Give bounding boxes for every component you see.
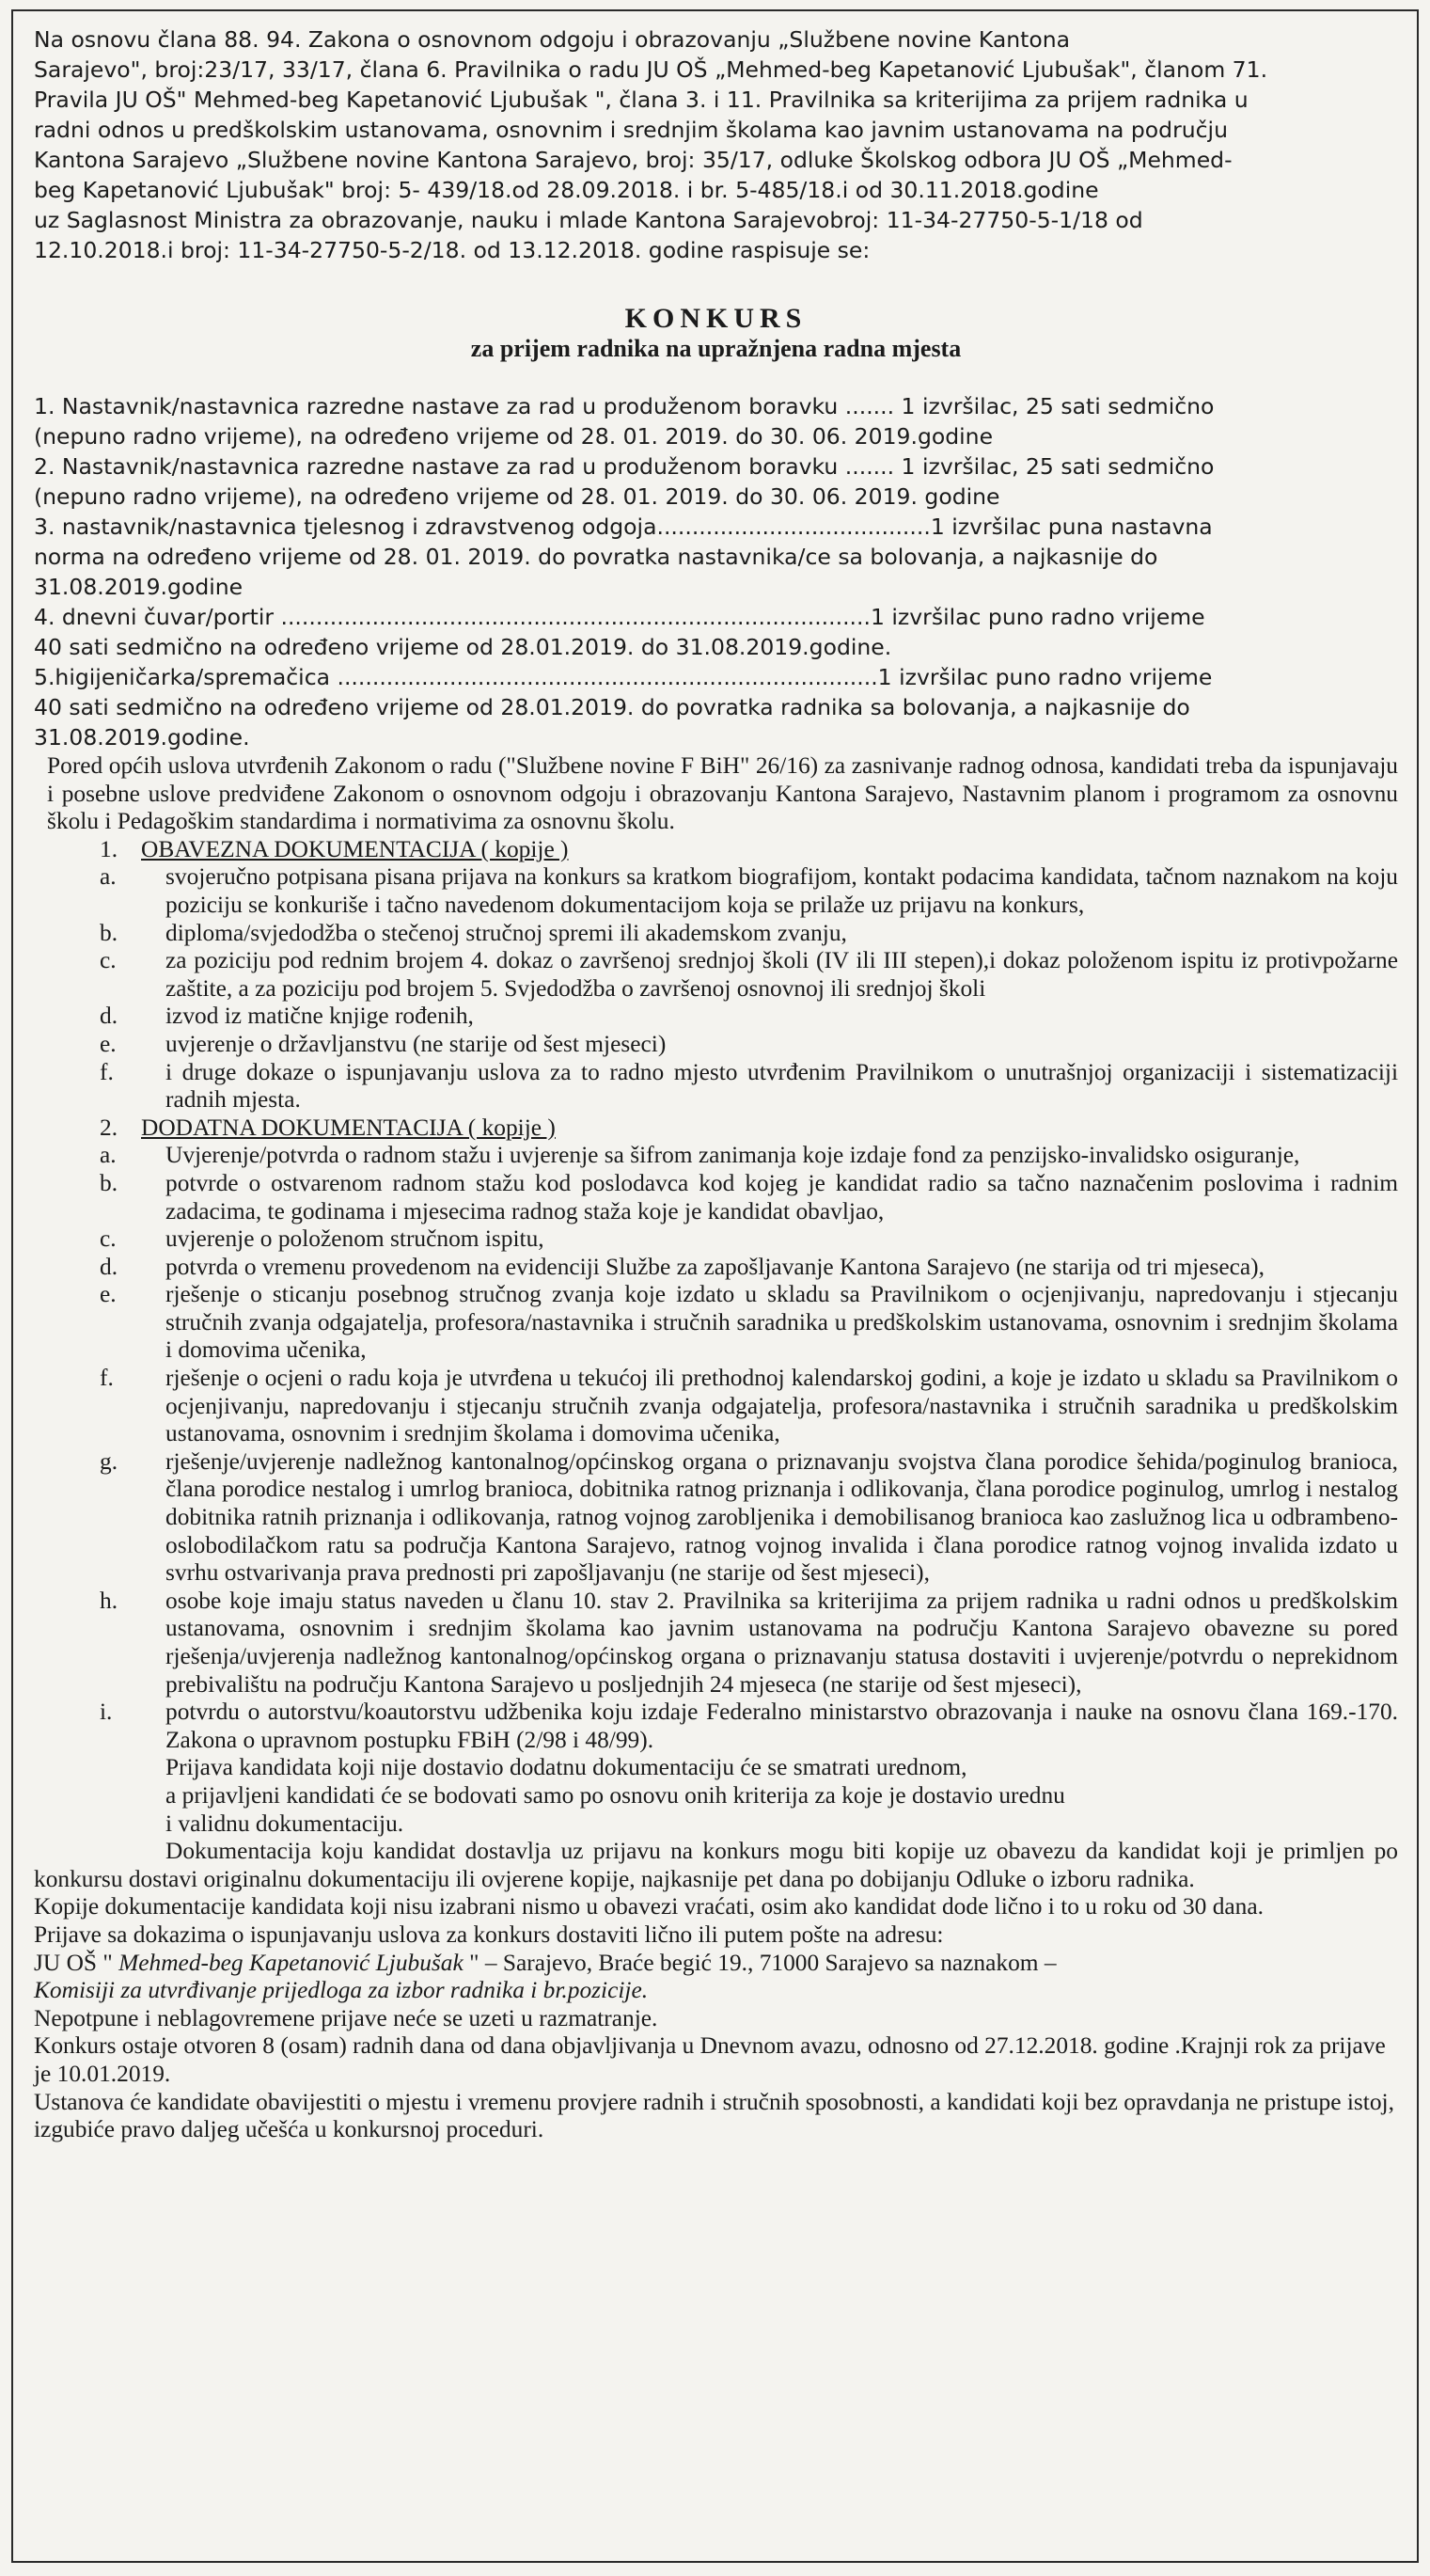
item-text: potvrda o vremenu provedenom na evidenciji Službe za zapošljavanje Kantona Sarajevo (ne starija od tri mjeseca), xyxy=(165,1253,1265,1280)
school-name: Mehmed-beg Kapetanović Ljubušak xyxy=(112,1949,470,1976)
list-item xyxy=(34,920,1398,948)
incomplete-notice: Nepotpune i neblagovremene prijave neće se uzeti u razmatranje. xyxy=(34,2004,658,2031)
address-line xyxy=(34,1950,1398,1978)
list-item xyxy=(34,1225,1398,1254)
list-item xyxy=(34,863,1398,919)
list-item xyxy=(34,1170,1398,1225)
item-letter: c. xyxy=(100,1225,117,1253)
list-item xyxy=(34,1254,1398,1282)
conditions-body xyxy=(34,752,1398,2144)
item-text: rješenje o sticanju posebnog stručnog zvanja koje izdato u skladu sa Pravilnikom o ocjenjivanju, napredovanju i stjecanju stručnih zvanja odgajatelja, profesora/nastavnika i stručnih saradnika u predškolskim ustanovama, osnovnim i srednjim školama i domovima učenika, xyxy=(165,1281,1398,1364)
list-item xyxy=(34,1699,1398,1754)
preamble-line: 12.10.2018.i broj: 11-34-27750-5-2/18. od 13.12.2018. godine raspisuje se: xyxy=(34,237,871,263)
item-text: za poziciju pod rednim brojem 4. dokaz o završenoj srednjoj školi (IV ili III stepen),i dokaz položenom ispitu iz protivpožarne zaštite, a za poziciju pod brojem 5. Svjedodžba o završenoj osnovnoj ili srednjoj školi xyxy=(165,947,1398,1002)
list-item xyxy=(34,1588,1398,1699)
list-item xyxy=(34,947,1398,1003)
preamble-line: Kantona Sarajevo „Službene novine Kantona Sarajevo, broj: 35/17, odluke Školskog odbora JU OŠ „Mehmed- xyxy=(34,147,1233,173)
position-line: 31.08.2019.godine. xyxy=(34,724,250,751)
item-text: uvjerenje o položenom stručnom ispitu, xyxy=(165,1225,544,1253)
preamble-line: radni odnos u predškolskim ustanovama, osnovnim i srednjim školama kao javnim ustanovama na području xyxy=(34,117,1228,143)
section-additional-heading xyxy=(34,1114,1398,1143)
address-prefix: JU OŠ " xyxy=(34,1949,113,1976)
preamble-line: beg Kapetanović Ljubušak" broj: 5- 439/18.od 28.09.2018. i br. 5-485/18.i od 30.11.2018.godine xyxy=(34,177,1099,203)
list-item xyxy=(34,1059,1398,1114)
list-item xyxy=(34,1448,1398,1588)
position-line: (nepuno radno vrijeme), na određeno vrijeme od 28. 01. 2019. do 30. 06. 2019.godine xyxy=(34,423,994,450)
list-item xyxy=(34,1142,1398,1170)
item-text: svojeručno potpisana pisana prijava na konkurs sa kratkom biografijom, kontakt podacima kandidata, tačnom naznakom na koju poziciju se konkuriše i tačno navedenom dokumentacijom koja se prilaže uz prijavu na konkurs, xyxy=(165,863,1398,918)
item-text: izvod iz matične knjige rođenih, xyxy=(165,1003,474,1030)
additional-docs-note: a prijavljeni kandidati će se bodovati samo po osnovu onih kriterija za koje je dostavio urednu xyxy=(165,1781,1065,1809)
item-text: potvrde o ostvarenom radnom stažu kod poslodavca kod kojeg je kandidat radio sa tačno naznačenim poslovima i radnim zadacima, te godinama i mjesecima radnog staža koje je kandidat obavljao, xyxy=(165,1169,1398,1225)
position-line: norma na određeno vrijeme od 28. 01. 2019. do povratka nastavnika/ce sa bolovanja, a najkasnije do xyxy=(34,544,1158,570)
submission-paragraph: Prijave sa dokazima o ispunjavanju uslova za konkurs dostaviti lično ili putem pošte na adresu: xyxy=(34,1920,944,1948)
section-label: OBAVEZNA DOKUMENTACIJA ( kopije ) xyxy=(141,835,569,862)
general-conditions: Pored općih uslova utvrđenih Zakonom o radu ("Službene novine F BiH" 26/16) za zasnivanje radnog odnosa, kandidati treba da ispunjavaju i posebne uslove predviđene Zakonom o osnovnom odgoju i obrazovanju Kantona Sarajevo, Nastavnim planom i programom za osnovnu školu i Pedagoškim standardima i normativima za osnovnu školu. xyxy=(47,752,1398,835)
section-number: 1. xyxy=(100,835,118,862)
preamble-line: uz Saglasnost Ministra za obrazovanje, nauku i mlade Kantona Sarajevobroj: 11-34-27750-5-1/18 od xyxy=(34,207,1143,233)
item-text: uvjerenje o državljanstvu (ne starije od šest mjeseci) xyxy=(165,1030,667,1057)
position-line: 2. Nastavnik/nastavnica razredne nastave za rad u produženom boravku ....... 1 izvršilac, 25 sati sedmično xyxy=(34,453,1215,480)
list-item xyxy=(34,1031,1398,1059)
section-mandatory-heading xyxy=(34,836,1398,864)
item-text: diploma/svjedodžba o stečenoj stručnoj spremi ili akademskom zvanju, xyxy=(165,919,847,946)
preamble-line: Sarajevo", broj:23/17, 33/17, člana 6. Pravilnika o radu JU OŠ „Mehmed-beg Kapetanović Ljubušak", članom 71. xyxy=(34,56,1268,83)
item-text: osobe koje imaju status naveden u članu 10. stav 2. Pravilnika sa kriterijima za prijem radnika u radni odnos u predškolskim ustanovama, osnovnim i srednjim školama kao javnim ustanovama na području Kantona Sarajevo obavezne su pored rješenja/uvjerenja nadležnog kantonalnog/općinskog organa o priznavanju statusa dostaviti i uvjerenje/potvrdu o neprekidnom prebivalištu na području Kantona Sarajevo u posljednjih 24 mjeseca (ne starije od šest mjeseci), xyxy=(165,1587,1398,1698)
return-copies-paragraph: Kopije dokumentacije kandidata koji nisu izabrani nismo u obavezi vraćati, osim ako kandidat dode lično i to u roku od 30 dana. xyxy=(34,1893,1264,1920)
position-line: 31.08.2019.godine xyxy=(34,574,244,600)
list-item xyxy=(34,1365,1398,1448)
copies-paragraph: Dokumentacija koju kandidat dostavlja uz prijavu na konkurs mogu biti kopije uz obavezu da kandidat koji je primljen po konkursu dostavi originalnu dokumentaciju ili ovjerene kopije, najkasnije pet dana po dobijanju Odluke o izboru radnika. xyxy=(34,1838,1398,1892)
item-letter: e. xyxy=(100,1281,117,1308)
item-letter: b. xyxy=(100,1169,118,1196)
document-title: KONKURS xyxy=(624,303,808,334)
commission-text: Komisiji za utvrđivanje prijedloga za izbor radnika i br.pozicije. xyxy=(34,1977,649,2004)
item-letter: d. xyxy=(100,1003,118,1030)
address-text: " – Sarajevo, Braće begić 19., 71000 Sarajevo sa naznakom – xyxy=(469,1949,1057,1976)
item-letter: f. xyxy=(100,1058,114,1085)
additional-docs-note: Prijava kandidata koji nije dostavio dodatnu dokumentaciju će se smatrati urednom, xyxy=(165,1754,967,1781)
commission-line xyxy=(34,1977,1398,2005)
item-letter: i. xyxy=(100,1699,113,1726)
item-text: potvrdu o autorstvu/koautorstvu udžbenika koju izdaje Federalno ministarstvo obrazovanja i nauke na osnovu člana 169.-170. Zakona o upravnom postupku FBiH (2/98 i 48/99). xyxy=(165,1699,1398,1753)
open-period-paragraph: Konkurs ostaje otvoren 8 (osam) radnih dana od dana objavljivanja u Dnevnom avazu, odnosno od 27.12.2018. godine .Krajnji rok za prijave je 10.01.2019. xyxy=(34,2032,1386,2087)
item-text: rješenje o ocjeni o radu koja je utvrđena u tekućoj ili prethodnoj kalendarskoj godini, a koje je izdato u skladu sa Pravilnikom o ocjenjivanju, napredovanju i stjecanju stručnih zvanja odgajatelja, profesora/nastavnika i stručnih saradnika u predškolskim ustanovama, osnovnim i srednjim školama i domovima učenika, xyxy=(165,1365,1398,1447)
positions-list xyxy=(34,391,1398,752)
notification-paragraph: Ustanova će kandidate obavijestiti o mjestu i vremenu provjere radnih i stručnih sposobnosti, a kandidati koji bez opravdanja ne pristupe istoj, izgubiće pravo daljeg učešća u konkursnoj proceduri. xyxy=(34,2088,1394,2143)
item-letter: a. xyxy=(100,863,117,891)
position-line: 1. Nastavnik/nastavnica razredne nastave za rad u produženom boravku ....... 1 izvršilac, 25 sati sedmično xyxy=(34,393,1215,419)
announcement-frame xyxy=(11,9,1419,2563)
additional-docs-note: i validnu dokumentaciju. xyxy=(165,1810,404,1837)
legal-preamble xyxy=(34,24,1398,265)
preamble-line: Na osnovu člana 88. 94. Zakona o osnovnom odgoju i obrazovanju „Službene novine Kantona xyxy=(34,26,1071,53)
item-letter: f. xyxy=(100,1365,114,1392)
section-number: 2. xyxy=(100,1114,118,1141)
item-letter: e. xyxy=(100,1030,117,1057)
item-text: rješenje/uvjerenje nadležnog kantonalnog/općinskog organa o priznavanju svojstva člana porodice šehida/poginulog branioca, člana porodice nestalog i umrlog branioca, dobitnika ratnog priznanja i odlikovanja, člana porodice poginulog, umrlog i nestalog dobitnika ratnih priznanja i odlikovanja, ratnog vojnog zarobljenika i demobilisanog branioca kao zaslužnog lica u odbrambeno-oslobodilačkom ratu sa područja Kantona Sarajevo, ratnog vojnog invalida i člana porodice ratnog vojnog invalida izdato u svrhu ostvarivanja prava prednosti pri zapošljavanju (ne starije od šest mjeseci), xyxy=(165,1447,1398,1587)
item-letter: b. xyxy=(100,919,118,946)
position-line: 4. dnevni čuvar/portir ....................................................................................1 izvršilac puno radno vrijeme xyxy=(34,604,1205,630)
position-line: 3. nastavnik/nastavnica tjelesnog i zdravstvenog odgoja.......................................1 izvršilac puna nastavna xyxy=(34,514,1213,540)
list-item xyxy=(34,1281,1398,1365)
position-line: 5.higijeničarka/spremačica .............................................................................1 izvršilac puno radno vrijeme xyxy=(34,664,1213,690)
list-item xyxy=(34,1003,1398,1031)
position-line: 40 sati sedmično na određeno vrijeme od 28.01.2019. do 31.08.2019.godine. xyxy=(34,634,892,660)
item-letter: g. xyxy=(100,1447,118,1475)
item-letter: a. xyxy=(100,1142,117,1169)
document-subtitle: za prijem radnika na upražnjena radna mjesta xyxy=(470,335,962,362)
position-line: (nepuno radno vrijeme), na određeno vrijeme od 28. 01. 2019. do 30. 06. 2019. godine xyxy=(34,483,1000,510)
item-letter: d. xyxy=(100,1253,118,1280)
item-letter: c. xyxy=(100,947,117,974)
preamble-line: Pravila JU OŠ" Mehmed-beg Kapetanović Ljubušak ", člana 3. i 11. Pravilnika sa kriterijima za prijem radnika u xyxy=(34,87,1249,113)
section-label: DODATNA DOKUMENTACIJA ( kopije ) xyxy=(141,1114,556,1141)
item-text: Uvjerenje/potvrda o radnom stažu i uvjerenje sa šifrom zanimanja koje izdaje fond za penzijsko-invalidsko osiguranje, xyxy=(165,1142,1300,1169)
item-letter: h. xyxy=(100,1587,118,1614)
position-line: 40 sati sedmično na određeno vrijeme od 28.01.2019. do povratka radnika sa bolovanja, a najkasnije do xyxy=(34,694,1190,720)
item-text: i druge dokaze o ispunjavanju uslova za to radno mjesto utvrđenim Pravilnikom o unutrašnjoj organizaciji i sistematizaciji radnih mjesta. xyxy=(165,1058,1398,1114)
